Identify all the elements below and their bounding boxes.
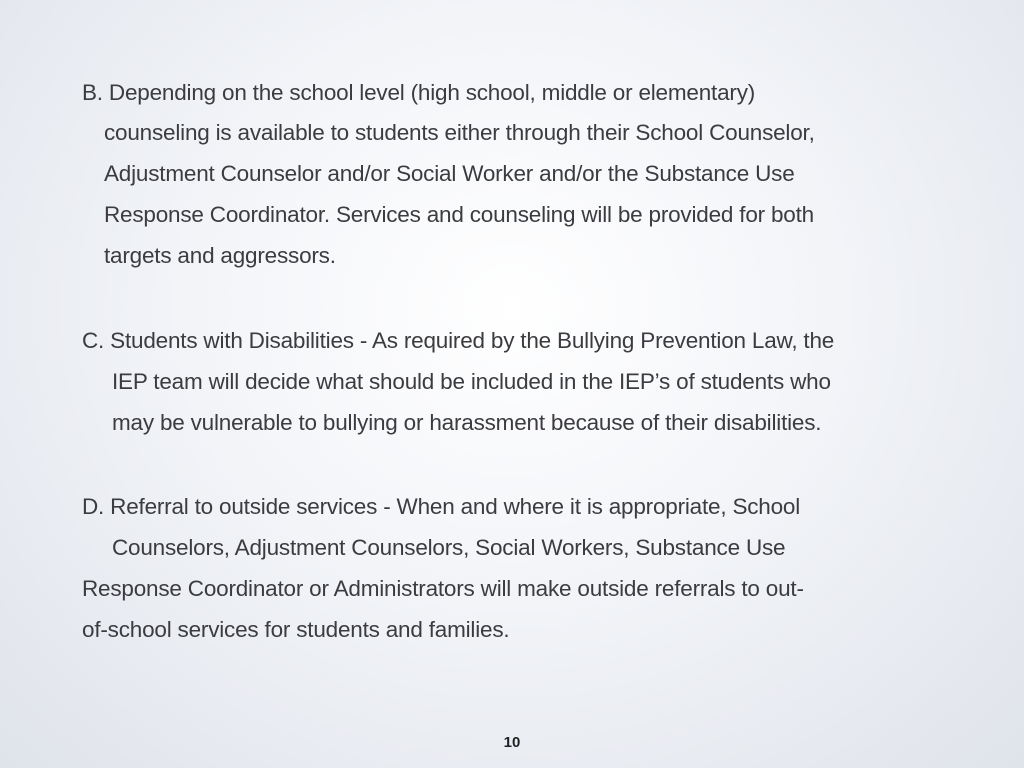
item-b-line-1: B. Depending on the school level (high school, middle or elementary) [82,80,756,105]
page-number: 10 [503,734,521,751]
item-b-line-3: Adjustment Counselor and/or Social Worker and/or the Substance Use [104,161,795,186]
item-c-line-1: C. Students with Disabilities - As required by the Bullying Prevention Law, the [82,328,835,353]
item-d-line-3: Response Coordinator or Administrators will make outside referrals to out- [82,576,804,601]
item-c-line-3: may be vulnerable to bullying or harassment because of their disabilities. [112,410,822,435]
item-b-line-2: counseling is available to students either through their School Counselor, [104,120,815,145]
item-b-line-5: targets and aggressors. [104,243,336,268]
item-d-line-4: of-school services for students and families. [82,617,510,642]
item-b-line-4: Response Coordinator. Services and counseling will be provided for both [104,202,814,227]
item-c-line-2: IEP team will decide what should be included in the IEP’s of students who [112,369,831,394]
item-d-line-2: Counselors, Adjustment Counselors, Social Workers, Substance Use [112,535,786,560]
item-d-line-1: D. Referral to outside services - When and where it is appropriate, School [82,494,801,519]
